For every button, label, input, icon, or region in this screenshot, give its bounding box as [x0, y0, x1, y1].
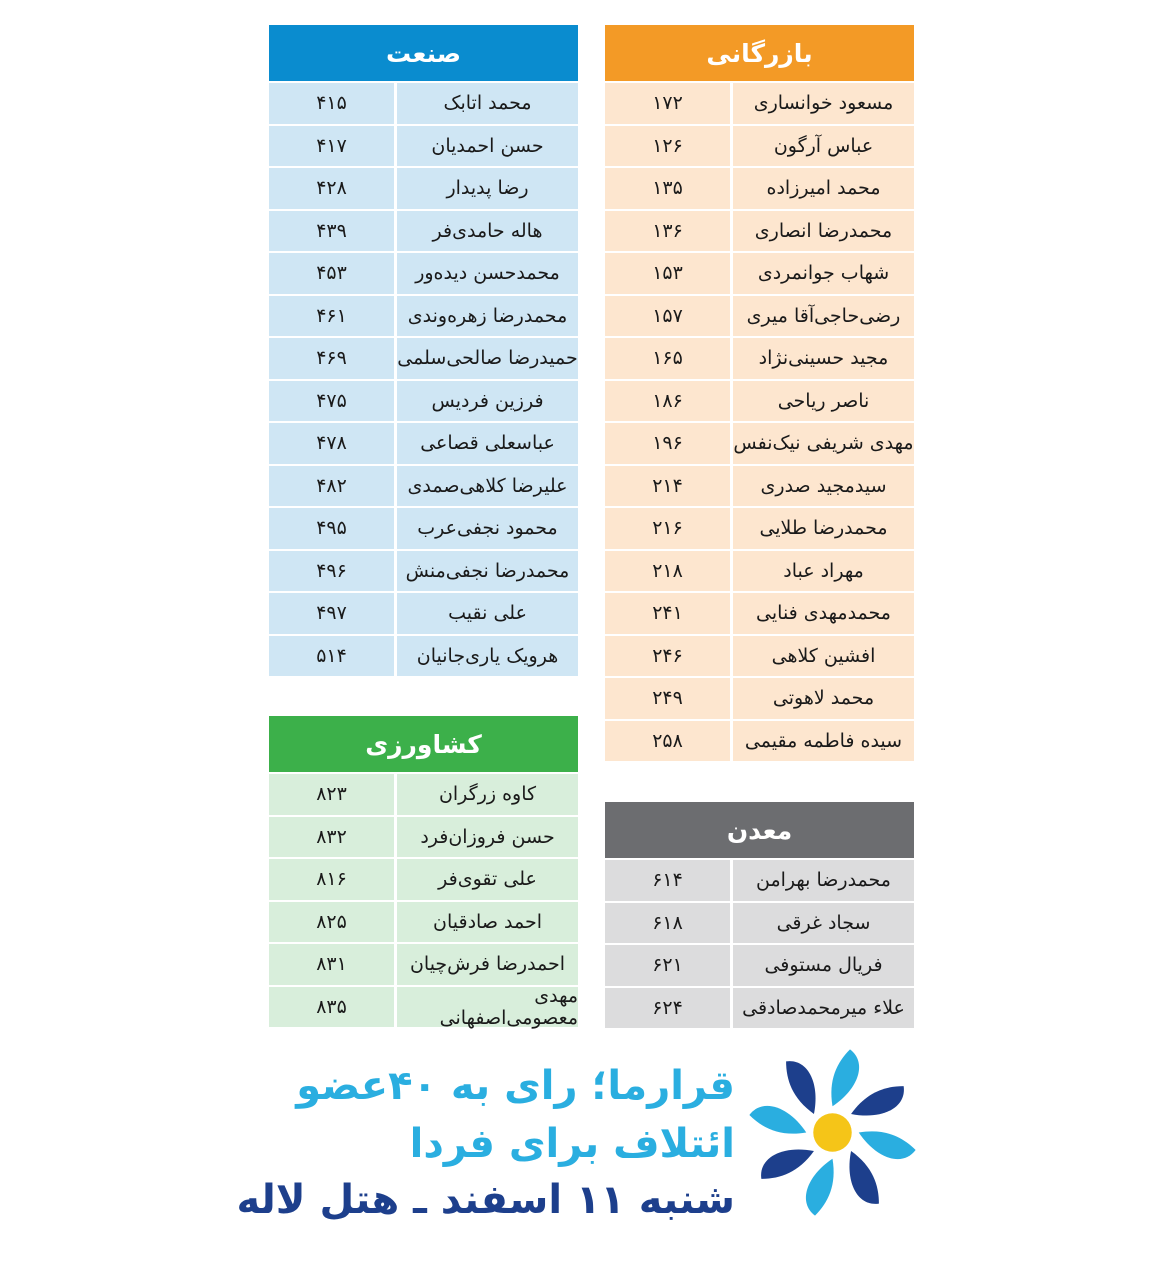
table-row	[269, 902, 578, 943]
table-row	[269, 774, 578, 815]
candidate-number: ۲۴۹	[605, 678, 730, 719]
candidate-number: ۶۱۴	[605, 860, 730, 901]
table-row	[269, 984, 578, 1029]
table-row	[605, 338, 914, 379]
member-name: محمدمهدی فنایی	[733, 593, 914, 634]
candidate-number: ۴۵۳	[269, 253, 394, 294]
table-row	[605, 593, 914, 634]
table-row	[269, 168, 578, 209]
candidate-number: ۲۱۶	[605, 508, 730, 549]
member-name: محمدرضا انصاری	[733, 211, 914, 252]
table-row	[605, 678, 914, 719]
member-name: علیرضا کلاهی‌صمدی	[397, 466, 578, 507]
member-name: مهدی شریفی نیک‌نفس	[733, 423, 914, 464]
candidate-number: ۱۳۵	[605, 168, 730, 209]
member-name: هرویک یاری‌جانیان	[397, 636, 578, 677]
table-row	[269, 381, 578, 422]
table-row	[269, 508, 578, 549]
member-name: حسن احمدیان	[397, 126, 578, 167]
candidate-number: ۱۷۲	[605, 83, 730, 124]
candidate-number: ۶۲۴	[605, 988, 730, 1029]
member-name: حسن فروزان‌فرد	[397, 817, 578, 858]
table-row	[605, 423, 914, 464]
member-name: محمد اتابک	[397, 83, 578, 124]
candidate-number: ۴۷۸	[269, 423, 394, 464]
candidate-number: ۴۶۱	[269, 296, 394, 337]
logo-blade	[859, 1131, 916, 1159]
member-name: مسعود خوانساری	[733, 83, 914, 124]
footer-slogan: قرارما؛ رای به ۴۰عضو	[296, 1063, 735, 1109]
member-name: علی نقیب	[397, 593, 578, 634]
member-name: علی تقوی‌فر	[397, 859, 578, 900]
table-row	[269, 423, 578, 464]
logo-blade	[749, 1106, 806, 1134]
logo-blade	[831, 1049, 859, 1106]
member-name: فرزین فردیس	[397, 381, 578, 422]
table-row	[605, 168, 914, 209]
candidate-number: ۲۱۸	[605, 551, 730, 592]
candidate-number: ۸۳۱	[269, 944, 394, 985]
member-name: شهاب جوانمردی	[733, 253, 914, 294]
member-name: عباسعلی قصاعی	[397, 423, 578, 464]
member-name: فریال مستوفی	[733, 945, 914, 986]
candidate-number: ۶۱۸	[605, 903, 730, 944]
member-name: علاء میرمحمدصادقی	[733, 988, 914, 1029]
mining-table	[605, 802, 914, 1030]
member-name: ناصر ریاحی	[733, 381, 914, 422]
footer-banner	[236, 1045, 930, 1235]
candidate-number: ۴۳۹	[269, 211, 394, 252]
candidate-number: ۱۳۶	[605, 211, 730, 252]
candidate-number: ۱۲۶	[605, 126, 730, 167]
candidate-number: ۱۵۳	[605, 253, 730, 294]
member-name: محمدرضا طلایی	[733, 508, 914, 549]
footer-date-venue: شنبه ۱۱ اسفند ـ هتل لاله	[236, 1177, 735, 1223]
member-name: هاله حامدی‌فر	[397, 211, 578, 252]
table-row	[269, 253, 578, 294]
member-name: رضا پدیدار	[397, 168, 578, 209]
logo-blade	[850, 1073, 910, 1133]
member-name: احمدرضا فرش‌چیان	[397, 944, 578, 985]
table-row	[605, 903, 914, 944]
member-name: احمد صادقیان	[397, 902, 578, 943]
candidate-number: ۴۸۲	[269, 466, 394, 507]
candidate-number: ۱۹۶	[605, 423, 730, 464]
table-row	[605, 636, 914, 677]
candidate-number: ۸۲۵	[269, 902, 394, 943]
member-name: حمیدرضا صالحی‌سلمی	[397, 338, 578, 379]
candidate-number: ۸۳۲	[269, 817, 394, 858]
member-name: مهراد عباد	[733, 551, 914, 592]
table-row	[605, 126, 914, 167]
candidate-number: ۸۱۶	[269, 859, 394, 900]
candidate-number: ۸۳۵	[269, 987, 394, 1028]
member-name: محمد امیرزاده	[733, 168, 914, 209]
footer-coalition-name: ائتلاف برای فردا	[409, 1121, 735, 1167]
candidate-number: ۲۴۶	[605, 636, 730, 677]
table-row	[269, 551, 578, 592]
table-row	[269, 636, 578, 677]
candidate-number: ۲۱۴	[605, 466, 730, 507]
member-name: محمدرضا نجفی‌منش	[397, 551, 578, 592]
table-row	[269, 466, 578, 507]
candidate-number: ۱۶۵	[605, 338, 730, 379]
table-row	[605, 721, 914, 762]
logo-blade	[773, 1055, 833, 1115]
member-name: مجید حسینی‌نژاد	[733, 338, 914, 379]
table-row	[605, 988, 914, 1029]
table-row	[605, 211, 914, 252]
agriculture-table	[269, 716, 578, 1029]
member-name: سیده فاطمه مقیمی	[733, 721, 914, 762]
candidate-number: ۱۸۶	[605, 381, 730, 422]
commerce-table-rows	[605, 83, 914, 761]
candidate-number: ۴۱۷	[269, 126, 394, 167]
industry-table	[269, 25, 578, 678]
member-name: مهدی معصومی‌اصفهانی	[397, 987, 578, 1028]
table-row	[605, 466, 914, 507]
member-name: محمدرضا بهرامن	[733, 860, 914, 901]
member-name: محمد لاهوتی	[733, 678, 914, 719]
mining-table-rows	[605, 860, 914, 1028]
pinwheel-logo-icon	[745, 1045, 920, 1220]
candidate-number: ۴۹۶	[269, 551, 394, 592]
member-name: محمدحسن دیده‌ور	[397, 253, 578, 294]
commerce-table-header: بازرگانی	[605, 25, 914, 81]
member-name: سجاد غرقی	[733, 903, 914, 944]
member-name: افشین کلاهی	[733, 636, 914, 677]
table-row	[269, 859, 578, 900]
logo-blade	[832, 1150, 892, 1210]
table-row	[605, 860, 914, 901]
table-row	[269, 83, 578, 124]
industry-table-rows	[269, 83, 578, 676]
candidate-number: ۱۵۷	[605, 296, 730, 337]
table-row	[269, 296, 578, 337]
table-row	[605, 296, 914, 337]
table-row	[605, 253, 914, 294]
candidate-number: ۴۹۷	[269, 593, 394, 634]
candidate-number: ۶۲۱	[605, 945, 730, 986]
candidate-number: ۲۴۱	[605, 593, 730, 634]
member-name: سیدمجید صدری	[733, 466, 914, 507]
member-name: کاوه زرگران	[397, 774, 578, 815]
candidate-number: ۵۱۴	[269, 636, 394, 677]
table-row	[605, 381, 914, 422]
table-row	[605, 508, 914, 549]
logo-blade	[806, 1159, 834, 1216]
member-name: عباس آرگون	[733, 126, 914, 167]
candidate-number: ۸۲۳	[269, 774, 394, 815]
candidate-number: ۴۶۹	[269, 338, 394, 379]
candidate-number: ۲۵۸	[605, 721, 730, 762]
table-row	[269, 211, 578, 252]
table-row	[269, 593, 578, 634]
candidate-number: ۴۷۵	[269, 381, 394, 422]
commerce-table	[605, 25, 914, 763]
table-row	[269, 126, 578, 167]
candidate-number: ۴۱۵	[269, 83, 394, 124]
candidate-number: ۴۲۸	[269, 168, 394, 209]
table-row	[605, 551, 914, 592]
table-row	[269, 944, 578, 985]
industry-table-header: صنعت	[269, 25, 578, 81]
table-row	[605, 83, 914, 124]
member-name: محمدرضا زهره‌وندی	[397, 296, 578, 337]
logo-blade	[755, 1132, 815, 1192]
member-name: رضی‌حاجی‌آقا میری	[733, 296, 914, 337]
candidate-number: ۴۹۵	[269, 508, 394, 549]
mining-table-header: معدن	[605, 802, 914, 858]
agriculture-table-rows	[269, 774, 578, 1027]
member-name: محمود نجفی‌عرب	[397, 508, 578, 549]
table-row	[269, 338, 578, 379]
agriculture-table-header: کشاورزی	[269, 716, 578, 772]
table-row	[269, 817, 578, 858]
table-row	[605, 945, 914, 986]
